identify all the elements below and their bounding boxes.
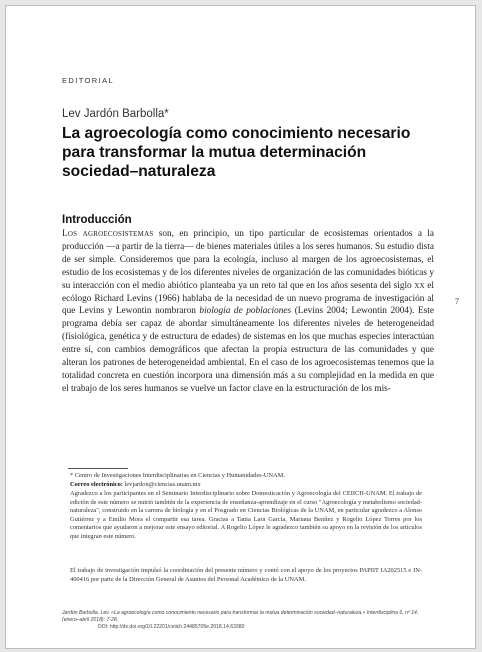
citation-doi[interactable]: DOI: http://dx.doi.org/10.22201/ceiich.24485705e.2018.14.63380 bbox=[98, 624, 245, 631]
footnote-acknowledgements: Agradezco a los participantes en el Seminario Interdisciplinario sobre Domesticación y Agroecología del CEIICH-UNAM. El trabajo de edición de este número se nutrió también de la experiencia de enseñanza-aprendizaje en el curso "Agroecología y metabolismo sociedad-naturaleza", construido en la carrera de biología y en el Posgrado en Ciencias Biológicas de la UNAM, en particular agradezco a Alonso Gutiérrez y a Emilio Mora el compartir esa tarea. Gracias a Tania Lara García, Mariana Benítez y Rogelio López Torres por los comentarios que ayudaron a mejorar este ensayo editorial. A Rogelio López le agradezco también su apoyo en la revisión de los artículos que integran este número. bbox=[70, 490, 422, 540]
footnote-funding: El trabajo de investigación impulsó la coordinación del presente número y contó con el apoyo de los proyectos PAPIIT IA202515 e IN-400416 por parte de la Dirección General de Asuntos del Personal Académico de la UNAM. bbox=[70, 567, 422, 583]
section-label: EDITORIAL bbox=[62, 76, 115, 85]
footnote-email bbox=[70, 481, 422, 490]
author-name: Lev Jardón Barbolla* bbox=[62, 108, 169, 120]
article-title-line-2: para transformar la mutua determinación bbox=[62, 144, 367, 161]
article-title-line-3: sociedad–naturaleza bbox=[62, 163, 216, 180]
email-label: Correo electrónico: bbox=[70, 481, 123, 488]
page-number: 7 bbox=[455, 297, 459, 306]
footnote-divider bbox=[68, 468, 128, 469]
footnote-affiliation: * Centro de Investigaciones Interdisciplinarias en Ciencias y Humanidades-UNAM. bbox=[70, 472, 285, 479]
body-paragraph bbox=[62, 228, 434, 396]
lead-smallcaps: Los agroecosistemas bbox=[62, 229, 154, 239]
email-address[interactable]: levjardon@ciencias.unam.mx bbox=[122, 481, 201, 488]
italic-term: biología de poblaciones bbox=[199, 306, 292, 317]
section-heading: Introducción bbox=[62, 214, 132, 226]
document-page bbox=[5, 5, 476, 649]
body-text-part-2: el ecólogo Richard Levins (1966) hablaba de la necesidad de un nuevo programa de investigación al que Levins y Lewontin nombraron bbox=[62, 280, 434, 317]
citation-block bbox=[62, 610, 432, 632]
body-text-part-1: son, en principio, un tipo particular de ecosistemas orientados a la producción —a partir de la tierra— de bienes materiales útiles a los seres humanos. Su estudio dista de ser simple. Consideremos que para la ecología, incluso al margen de los agroecosistemas, el estudio de los ecosistemas y de los diferentes niveles de organización de las comunidades bióticas y su interacción con el medio abiótico planteaba ya un reto tal que en los años sesenta del siglo bbox=[62, 229, 434, 291]
citation-reference: Jardón Barbolla, Lev. «La agroecología como conocimiento necesario para transformar la mutua determinación sociedad–naturaleza.» Interdisciplina 6, nº 14, (enero–abril 2018): 7-28. bbox=[62, 610, 419, 624]
century-smallcaps: xx bbox=[414, 280, 425, 291]
article-title bbox=[62, 124, 422, 181]
article-title-line-1: La agroecología como conocimiento necesario bbox=[62, 125, 411, 142]
body-text-part-3: (Levins 2004; Lewontin 2004). Este programa debía ser capaz de abordar simultáneamente los diferentes niveles de heterogeneidad (fisiológica, genética y de estructura de edades) de sistemas en los que muchas especies interactúan entre sí, con cambios demográficos que afectan la propia estructura de las comunidades y que alteran los patrones de heterogeneidad ambiental. En el caso de los agroecosistemas tenemos que la totalidad concreta en cuestión incorpora una dimensión más a su complejidad en la medida en que el trabajo de los seres humanos se vuelve un factor clave en la estructuración de los mis- bbox=[62, 306, 435, 394]
